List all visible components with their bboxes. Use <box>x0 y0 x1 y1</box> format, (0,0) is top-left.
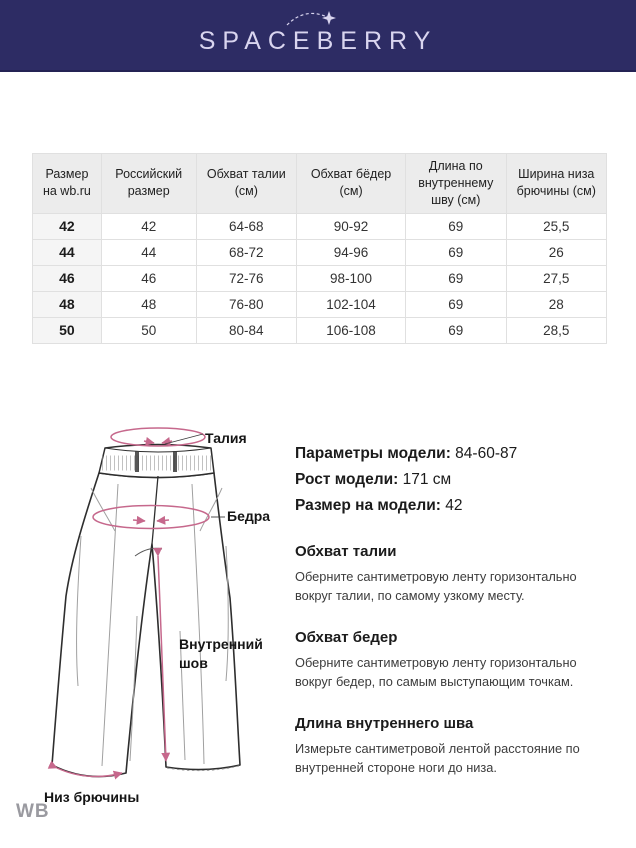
brand-logo <box>199 15 438 56</box>
cell: 48 <box>101 291 196 317</box>
pants-diagram <box>25 416 295 816</box>
guide-section-waist <box>295 543 617 605</box>
inseam-label: Внутренний шов <box>179 636 263 671</box>
cell: 64-68 <box>196 213 296 239</box>
table-row <box>33 239 607 265</box>
cell: 68-72 <box>196 239 296 265</box>
guide-text: Измерьте сантиметровой лентой расстояние по внутренней стороне ноги до низа. <box>295 741 580 775</box>
guide-section-hips <box>295 629 617 691</box>
cell: 50 <box>101 317 196 343</box>
guide-section-inseam <box>295 715 617 777</box>
size-table-header-row <box>33 154 607 214</box>
model-height-label: Рост модели: <box>295 471 399 488</box>
table-row <box>33 265 607 291</box>
cell: 69 <box>406 291 506 317</box>
cell: 26 <box>506 239 607 265</box>
cell: 76-80 <box>196 291 296 317</box>
model-params-value: 84-60-87 <box>455 445 518 462</box>
model-size-value: 42 <box>445 497 463 514</box>
model-height-value: 171 см <box>402 471 452 488</box>
cell: 72-76 <box>196 265 296 291</box>
col-header-hips: Обхват бёдер (см) <box>297 154 406 214</box>
model-size-line <box>295 493 617 519</box>
cell: 48 <box>33 291 102 317</box>
cell: 69 <box>406 317 506 343</box>
cell: 102-104 <box>297 291 406 317</box>
table-row <box>33 291 607 317</box>
cell: 94-96 <box>297 239 406 265</box>
col-header-inseam: Длина по внутреннему шву (см) <box>406 154 506 214</box>
guide-title: Обхват бедер <box>295 629 398 646</box>
pants-outline <box>52 473 240 777</box>
cell: 90-92 <box>297 213 406 239</box>
cell: 106-108 <box>297 317 406 343</box>
cell: 80-84 <box>196 317 296 343</box>
col-header-leg-width: Ширина низа брючины (см) <box>506 154 607 214</box>
cell: 27,5 <box>506 265 607 291</box>
guide-title: Обхват талии <box>295 543 397 560</box>
brand-name: SPACEBERRY <box>198 26 438 55</box>
cell: 42 <box>101 213 196 239</box>
col-header-waist: Обхват талии (см) <box>196 154 296 214</box>
cell: 44 <box>33 239 102 265</box>
cell: 28 <box>506 291 607 317</box>
guide-text: Оберните сантиметровую ленту горизонтально вокруг бедер, по самым выступающим точкам. <box>295 655 577 689</box>
measurement-info <box>295 441 617 777</box>
model-height-line <box>295 467 617 493</box>
cell: 25,5 <box>506 213 607 239</box>
guide-text: Оберните сантиметровую ленту горизонтально вокруг талии, по самому узкому месту. <box>295 569 577 603</box>
waist-label: Талия <box>205 430 247 446</box>
size-table <box>32 153 607 344</box>
model-params-line <box>295 441 617 467</box>
cell: 28,5 <box>506 317 607 343</box>
belt-loop <box>135 451 139 472</box>
guide-title: Длина внутреннего шва <box>295 715 474 732</box>
table-row <box>33 317 607 343</box>
cell: 69 <box>406 213 506 239</box>
shooting-star-icon <box>283 3 343 37</box>
cell: 44 <box>101 239 196 265</box>
model-params-label: Параметры модели: <box>295 445 451 462</box>
cell: 98-100 <box>297 265 406 291</box>
belt-loop <box>173 451 177 472</box>
brand-header <box>0 0 636 72</box>
cell: 46 <box>33 265 102 291</box>
cell: 46 <box>101 265 196 291</box>
model-size-label: Размер на модели: <box>295 497 441 514</box>
col-header-wb-size: Размер на wb.ru <box>33 154 102 214</box>
wb-watermark: WB <box>16 801 50 822</box>
cell: 69 <box>406 239 506 265</box>
hem-label: Низ брючины <box>44 789 140 805</box>
cell: 69 <box>406 265 506 291</box>
col-header-ru-size: Российский размер <box>101 154 196 214</box>
table-row <box>33 213 607 239</box>
hips-label: Бедра <box>227 508 271 524</box>
cell: 42 <box>33 213 102 239</box>
cell: 50 <box>33 317 102 343</box>
